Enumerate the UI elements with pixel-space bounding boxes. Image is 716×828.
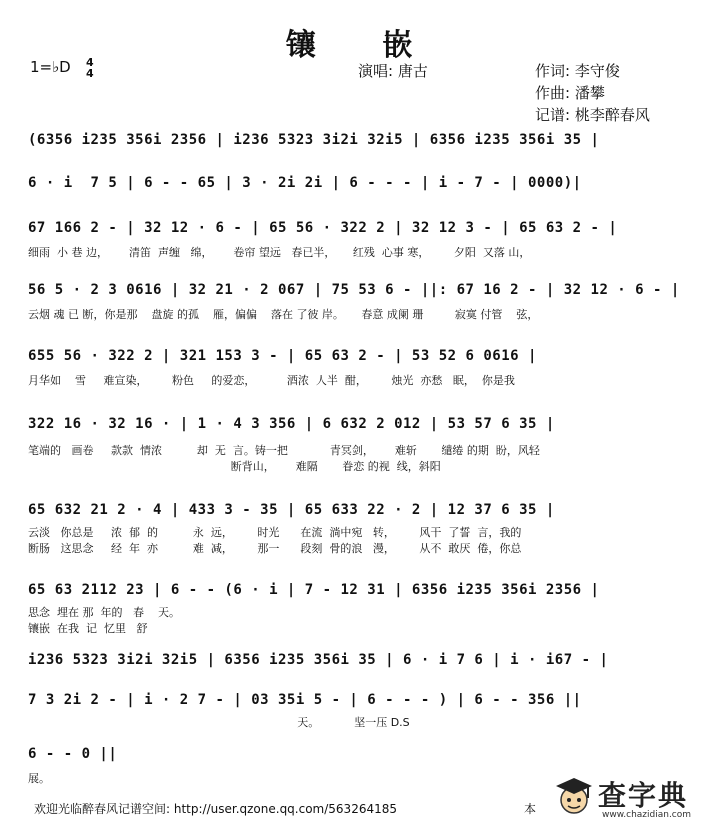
score-lyrics-line: 断肠 这思念 经 年 亦 难 减， 那一 段刻 骨的浪 漫， 从不 敢厌 倦，你总 [28, 542, 522, 555]
score-lyrics-line: 云淡 你总是 浓 郁 的 永 远， 时光 在流 淌中宛 转， 风干 了誓 言，我的 [28, 526, 522, 539]
footer-char: 本 [524, 802, 537, 816]
key-signature: 1=♭D [30, 58, 71, 76]
score-lyrics-line: 思念 埋在 那 年的 春 天。 [28, 606, 180, 619]
meter-bottom: 4 [86, 67, 94, 80]
score-notes-line: 65 632 21 2 · 4 | 433 3 - 35 | 65 633 22 · 2 | 12 37 6 35 | [28, 502, 555, 518]
score-notes-line: i236 5323 3i2i 32i5 | 6356 i235 356i 35 | 6 · i 7 6 | i · i67 - | [28, 652, 609, 668]
transcriber-credit: 记谱: 桃李醉春风 [535, 106, 650, 124]
graduation-cap-icon [552, 772, 596, 818]
time-signature [86, 57, 94, 79]
score-lyrics-line: 断背山， 难隔 眷恋 的视 线，斜阳 [28, 460, 441, 473]
score-notes-line: 322 16 · 32 16 · | 1 · 4 3 356 | 6 632 2 012 | 53 57 6 35 | [28, 416, 555, 432]
singer-credit: 演唱: 唐古 [358, 62, 428, 80]
score-lyrics-line: 月华如 雪 难宣染， 粉色 的爱恋， 酒浓 人半 酣， 烛光 亦愁 眠， 你是我 [28, 374, 515, 387]
song-title: 镶 嵌 [285, 28, 441, 63]
score-notes-line: 6 · i 7 5 | 6 - - 65 | 3 · 2i 2i | 6 - - - | i - 7 - | 0000)| [28, 175, 582, 191]
score-notes-line: 6 - - 0 || [28, 746, 118, 762]
score-lyrics-line: 展。 [28, 772, 50, 785]
score-notes-line: 67 166 2 - | 32 12 · 6 - | 65 56 · 322 2 | 32 12 3 - | 65 63 2 - | [28, 220, 618, 236]
logo-url: www.chazidian.com [602, 810, 692, 820]
credits-block [535, 60, 650, 126]
score-notes-line: 65 63 2112 23 | 6 - - (6 · i | 7 - 12 31 | 6356 i235 356i 2356 | [28, 582, 600, 598]
score-lyrics-line: 细雨 小 巷 边， 清笛 声缠 绵， 卷帘 望远 春已半， 红残 心事 寒， 夕阳 又落 山， [28, 246, 531, 259]
score-notes-line: 7 3 2i 2 - | i · 2 7 - | 03 35i 5 - | 6 - - - ) | 6 - - 356 || [28, 692, 582, 708]
lyricist-credit: 作词: 李守俊 [535, 62, 620, 80]
score-notes-line: 56 5 · 2 3 0616 | 32 21 · 2 067 | 75 53 6 - ||: 67 16 2 - | 32 12 · 6 - | [28, 282, 680, 298]
score-notes-line: (6356 i235 356i 2356 | i236 5323 3i2i 32i5 | 6356 i235 356i 35 | [28, 132, 600, 148]
composer-credit: 作曲: 潘攀 [535, 84, 605, 102]
footer-link-text: 欢迎光临醉春风记谱空间: http://user.qzone.qq.com/563264185 [34, 802, 398, 816]
meter-top: 4 [86, 56, 94, 69]
chazidian-logo [548, 770, 706, 822]
score-lyrics-line: 天。 坚一压 D.S [28, 716, 410, 729]
score-lyrics-line: 镶嵌 在我 记 忆里 舒 [28, 622, 148, 635]
score-notes-line: 655 56 · 322 2 | 321 153 3 - | 65 63 2 - | 53 52 6 0616 | [28, 348, 537, 364]
score-lyrics-line: 笔端的 画卷 款款 情浓 却 无 言。铸一把 青冥剑， 难斩 缱绻 的期 盼，风轻 [28, 444, 540, 457]
score-lyrics-line: 云烟 魂 已 断，你是那 盘旋 的孤 雁，偏偏 落在 了彼 岸。 春意 成阑 珊 寂寞 付管 弦， [28, 308, 539, 321]
logo-text: 查字典 [598, 779, 689, 812]
